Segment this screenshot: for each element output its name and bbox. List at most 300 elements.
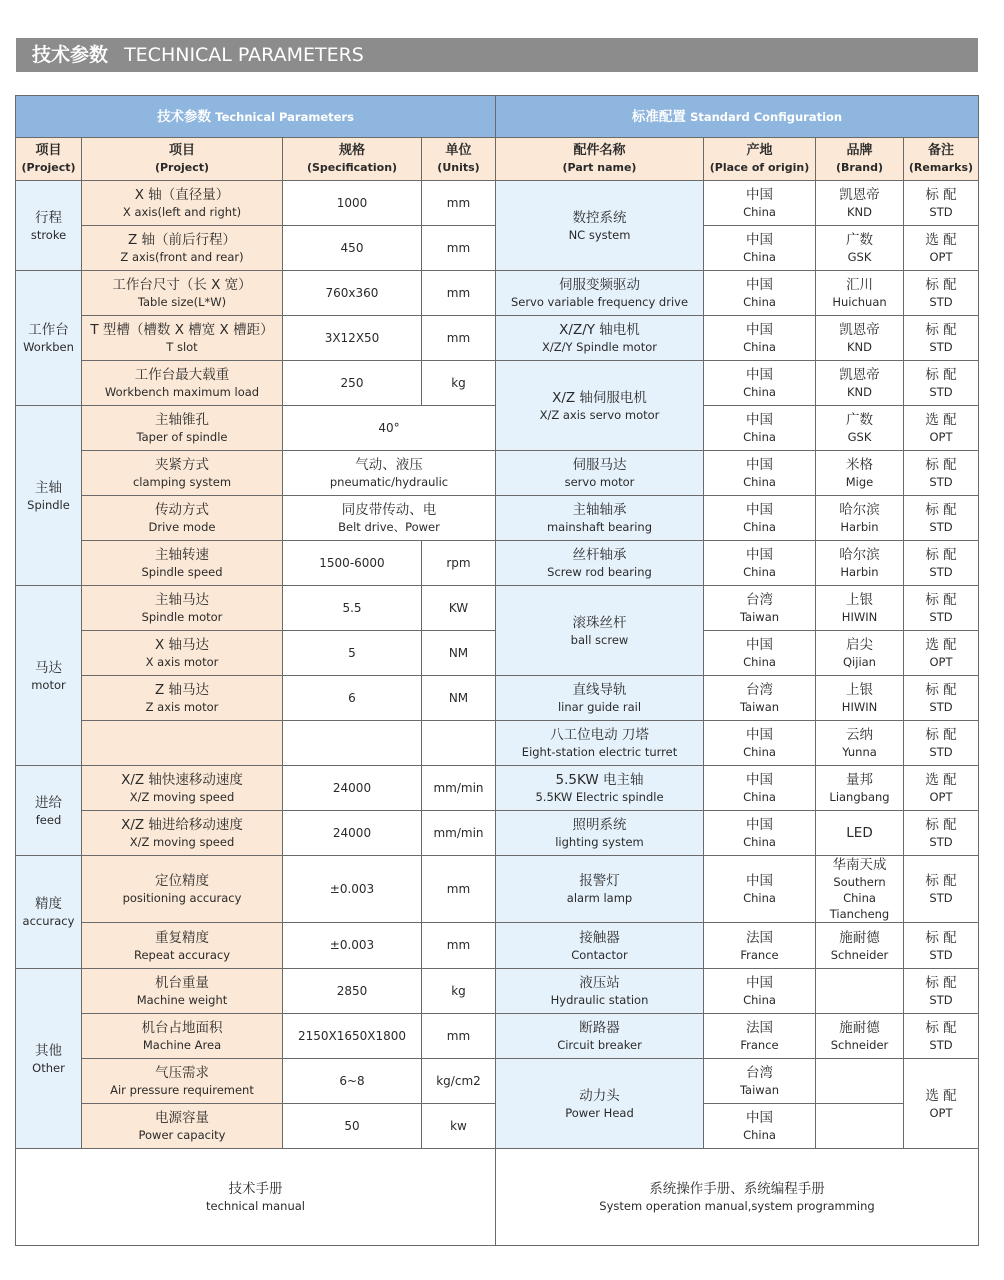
col-brand-cn: 品牌	[846, 143, 873, 158]
part-lighting-system	[496, 811, 704, 856]
col-project	[82, 138, 283, 181]
project-en: Machine Area	[142, 1038, 222, 1052]
origin-cell	[704, 1014, 816, 1059]
brand-cn: 施耐德	[839, 929, 880, 946]
unit-cell: KW	[422, 586, 496, 631]
origin-cn: 法国	[746, 1020, 773, 1036]
origin-cell	[704, 856, 816, 923]
col-origin-cn: 产地	[746, 143, 773, 158]
origin-en: China	[743, 205, 776, 219]
origin-cell	[704, 676, 816, 721]
brand-en: Southern China	[833, 875, 886, 905]
remark-en: STD	[929, 205, 953, 219]
project-cell	[82, 856, 283, 923]
origin-en: France	[740, 1038, 779, 1052]
spec-en: Belt drive、Power	[338, 520, 440, 534]
project-cell	[82, 496, 283, 541]
origin-en: China	[743, 891, 776, 905]
part-cn: 丝杆轴承	[572, 547, 627, 563]
origin-cell	[704, 496, 816, 541]
part-cn: 断路器	[579, 1020, 620, 1036]
project-en: positioning accuracy	[122, 891, 242, 905]
col-unit-cn: 单位	[445, 143, 472, 158]
remark-cn: 标 配	[925, 277, 957, 293]
unit-cell: mm	[422, 271, 496, 316]
spec-cell: 250	[283, 361, 422, 406]
part-cn: 数控系统	[572, 209, 627, 226]
origin-cell	[704, 226, 816, 271]
unit-cell: NM	[422, 631, 496, 676]
brand-cell-empty	[816, 1104, 904, 1149]
project-en: X/Z moving speed	[129, 790, 235, 804]
remark-cn: 选 配	[925, 412, 957, 428]
spec-cell: 450	[283, 226, 422, 271]
project-cell	[82, 923, 283, 969]
group-stroke	[16, 181, 82, 271]
group-cn: 主轴	[35, 479, 62, 496]
part-en: 5.5KW Electric spindle	[535, 790, 664, 804]
group-accuracy	[16, 856, 82, 969]
brand-en: Mige	[845, 475, 874, 489]
origin-cell	[704, 631, 816, 676]
part-cn: 主轴轴承	[572, 502, 627, 518]
remark-cn: 标 配	[925, 929, 957, 946]
spec-cell: 5.5	[283, 586, 422, 631]
origin-cn: 台湾	[746, 682, 773, 698]
project-cn: 传动方式	[155, 502, 209, 518]
group-en: Other	[32, 1060, 65, 1075]
remark-cell	[904, 406, 979, 451]
origin-cn: 中国	[746, 187, 773, 203]
brand-cell	[816, 271, 904, 316]
system-manual-en: System operation manual,system programming	[599, 1199, 875, 1213]
part-power-head	[496, 1059, 704, 1149]
origin-en: France	[740, 947, 779, 962]
table-header-row	[16, 96, 979, 138]
remark-cell	[904, 923, 979, 969]
remark-cell	[904, 271, 979, 316]
brand-cell	[816, 541, 904, 586]
unit-cell: mm	[422, 316, 496, 361]
project-en: X/Z moving speed	[129, 835, 235, 849]
part-en: mainshaft bearing	[546, 520, 652, 534]
project-cell	[82, 676, 283, 721]
part-cn: X/Z/Y 轴电机	[559, 322, 640, 338]
origin-en: China	[743, 520, 776, 534]
part-cn: 报警灯	[579, 873, 620, 889]
origin-cn: 台湾	[746, 592, 773, 608]
brand-cn: 施耐德	[839, 1020, 880, 1036]
brand-cn: 广数	[846, 232, 873, 248]
col-group-cn: 项目	[35, 143, 62, 158]
table-row	[16, 361, 979, 406]
part-cn: 直线导轨	[572, 682, 627, 698]
table-row	[16, 923, 979, 969]
unit-cell: kg/cm2	[422, 1059, 496, 1104]
group-motor	[16, 586, 82, 766]
part-en: alarm lamp	[566, 891, 633, 905]
remark-cn: 选 配	[925, 637, 957, 653]
part-servo-motor	[496, 451, 704, 496]
group-cn: 精度	[35, 896, 62, 912]
project-cell	[82, 451, 283, 496]
group-feed	[16, 766, 82, 856]
group-spindle	[16, 406, 82, 586]
col-spec-cn: 规格	[338, 143, 365, 158]
table-row	[16, 271, 979, 316]
unit-cell: kw	[422, 1104, 496, 1149]
part-cn: 八工位电动 刀塔	[550, 727, 649, 743]
spec-cell: 3X12X50	[283, 316, 422, 361]
col-origin-en: (Place of origin)	[709, 161, 810, 174]
col-spec	[283, 138, 422, 181]
unit-cell-empty	[422, 721, 496, 766]
project-cn: X/Z 轴快速移动速度	[121, 772, 243, 788]
part-guide-rail	[496, 676, 704, 721]
part-ball-screw	[496, 586, 704, 676]
project-cn: 电源容量	[155, 1110, 209, 1126]
remark-en: STD	[929, 385, 953, 399]
origin-cn: 中国	[746, 547, 773, 563]
remark-en: STD	[929, 700, 953, 714]
remark-cell	[904, 631, 979, 676]
origin-cn: 中国	[746, 817, 773, 833]
project-en: Z axis(front and rear)	[120, 250, 244, 264]
origin-cn: 中国	[746, 322, 773, 338]
unit-cell: mm/min	[422, 766, 496, 811]
brand-cn: 凯恩帝	[839, 187, 880, 203]
origin-cn: 中国	[746, 502, 773, 518]
remark-cell	[904, 766, 979, 811]
origin-cn: 中国	[746, 637, 773, 653]
project-cn: T 型槽（槽数 X 槽宽 X 槽距）	[90, 322, 274, 338]
part-en: Hydraulic station	[550, 993, 649, 1007]
group-other	[16, 969, 82, 1149]
part-en: Servo variable frequency drive	[510, 295, 689, 309]
parameters-table	[15, 95, 979, 1246]
remark-en: OPT	[929, 790, 953, 804]
group-workbench	[16, 271, 82, 406]
origin-cell	[704, 451, 816, 496]
part-cn: 照明系统	[572, 817, 627, 833]
spec-en: pneumatic/hydraulic	[329, 475, 449, 489]
project-cell	[82, 586, 283, 631]
spec-cell: 2150X1650X1800	[283, 1014, 422, 1059]
project-cell	[82, 406, 283, 451]
remark-cell	[904, 451, 979, 496]
origin-cn: 中国	[746, 727, 773, 743]
part-cn: 伺服马达	[572, 457, 627, 473]
brand-en: Harbin	[840, 565, 879, 579]
part-turret	[496, 721, 704, 766]
part-en: Circuit breaker	[557, 1038, 642, 1052]
brand-cn: 哈尔滨	[839, 502, 880, 518]
remark-cn: 标 配	[925, 873, 957, 889]
group-cn: 其他	[35, 1042, 62, 1059]
part-en: Contactor	[571, 947, 628, 962]
table-row	[16, 586, 979, 631]
project-en: Repeat accuracy	[133, 947, 231, 962]
spec-cn: 气动、液压	[355, 457, 423, 473]
spec-cell: 1500-6000	[283, 541, 422, 586]
remark-cn: 标 配	[925, 187, 957, 203]
std-header-cn: 标准配置	[631, 108, 686, 125]
remark-cn: 标 配	[925, 682, 957, 698]
remark-cn: 标 配	[925, 322, 957, 338]
brand-cell	[816, 451, 904, 496]
remark-en: STD	[929, 947, 953, 962]
origin-cn: 台湾	[746, 1065, 773, 1081]
table-row	[16, 316, 979, 361]
spec-cell: 50	[283, 1104, 422, 1149]
part-cn: 动力头	[579, 1087, 620, 1104]
remark-cell	[904, 1014, 979, 1059]
spec-cell: 6	[283, 676, 422, 721]
group-en: Workben	[23, 340, 74, 354]
project-cn: Z 轴（前后行程）	[127, 232, 237, 248]
table-row	[16, 496, 979, 541]
banner-title-en: TECHNICAL PARAMETERS	[124, 44, 364, 66]
remark-en: STD	[929, 565, 953, 579]
project-cn: 主轴马达	[155, 592, 209, 608]
table-row	[16, 541, 979, 586]
project-en: clamping system	[132, 475, 232, 489]
remark-cn: 选 配	[925, 1087, 957, 1104]
remark-en: OPT	[929, 250, 953, 264]
project-cell	[82, 181, 283, 226]
project-en: Machine weight	[136, 993, 228, 1007]
origin-en: China	[743, 790, 776, 804]
remark-cell	[904, 969, 979, 1014]
project-en: Air pressure requirement	[110, 1083, 254, 1097]
brand-cell-empty	[816, 969, 904, 1014]
project-cn: 主轴锥孔	[155, 412, 209, 428]
remark-en: OPT	[929, 1105, 953, 1120]
project-en: Z axis motor	[145, 700, 219, 714]
group-en: accuracy	[22, 914, 75, 928]
project-cn: 工作台最大载重	[134, 367, 230, 383]
project-cell	[82, 631, 283, 676]
std-config-header	[496, 96, 979, 138]
origin-cell	[704, 586, 816, 631]
part-cn: 液压站	[579, 975, 620, 991]
origin-cn: 中国	[746, 412, 773, 428]
project-cell	[82, 1059, 283, 1104]
col-remark-cn: 备注	[927, 143, 954, 158]
brand-en: LED	[846, 825, 873, 841]
project-cell	[82, 969, 283, 1014]
remark-en: STD	[929, 891, 953, 905]
part-cn: X/Z 轴伺服电机	[552, 389, 647, 406]
origin-cell	[704, 1059, 816, 1104]
col-unit	[422, 138, 496, 181]
spec-cell	[283, 496, 496, 541]
unit-cell: mm	[422, 226, 496, 271]
unit-cell: mm	[422, 856, 496, 923]
origin-cn: 中国	[746, 1110, 773, 1126]
brand-cn: 量邦	[846, 772, 873, 788]
part-cn: 接触器	[579, 929, 620, 946]
remark-en: OPT	[929, 430, 953, 444]
brand-cn: 上银	[846, 592, 873, 608]
remark-cell	[904, 721, 979, 766]
tech-params-header	[16, 96, 496, 138]
project-cn: 夹紧方式	[155, 457, 209, 473]
col-part-en: (Part name)	[562, 161, 637, 174]
remark-cn: 标 配	[925, 457, 957, 473]
spec-cell: 1000	[283, 181, 422, 226]
remark-cn: 选 配	[925, 772, 957, 788]
part-en: linar guide rail	[557, 700, 642, 714]
spec-cell: 5	[283, 631, 422, 676]
project-cn: 机台重量	[155, 975, 209, 991]
brand-en: KND	[847, 205, 872, 219]
col-project-en: (Project)	[154, 161, 210, 174]
remark-cell	[904, 856, 979, 923]
remark-cell	[904, 226, 979, 271]
project-en: X axis(left and right)	[122, 205, 242, 219]
remark-en: STD	[929, 340, 953, 354]
origin-en: China	[743, 430, 776, 444]
project-en: Workbench maximum load	[104, 385, 260, 399]
brand-cn: 凯恩帝	[839, 322, 880, 338]
brand-cn: 上银	[846, 682, 873, 698]
col-part	[496, 138, 704, 181]
tech-header-cn: 技术参数	[157, 108, 212, 125]
part-nc-system	[496, 181, 704, 271]
brand-en: Schneider	[830, 1038, 889, 1052]
origin-cell	[704, 316, 816, 361]
brand-cell	[816, 316, 904, 361]
origin-en: China	[743, 1128, 776, 1142]
brand-en-2: Tiancheng	[829, 907, 890, 921]
col-brand-en: (Brand)	[836, 161, 883, 174]
part-en: Screw rod bearing	[547, 565, 652, 579]
spec-cell: 40°	[283, 406, 496, 451]
brand-en: Yunna	[842, 745, 877, 759]
part-mainshaft-bearing	[496, 496, 704, 541]
remark-cell	[904, 811, 979, 856]
col-spec-en: (Specification)	[306, 161, 398, 174]
origin-en: China	[743, 385, 776, 399]
remark-en: STD	[929, 993, 953, 1007]
col-origin	[704, 138, 816, 181]
col-brand	[816, 138, 904, 181]
origin-cell	[704, 406, 816, 451]
brand-cn: 汇川	[846, 277, 873, 293]
spec-cell: ±0.003	[283, 856, 422, 923]
brand-cell	[816, 766, 904, 811]
brand-cell	[816, 406, 904, 451]
part-cn: 滚珠丝杆	[572, 614, 627, 631]
part-cn: 伺服变频驱动	[559, 277, 640, 293]
table-row	[16, 969, 979, 1014]
group-en: stroke	[30, 227, 67, 242]
brand-cell	[816, 1014, 904, 1059]
origin-cn: 中国	[746, 873, 773, 889]
brand-cell	[816, 496, 904, 541]
project-cell	[82, 1014, 283, 1059]
origin-en: China	[743, 475, 776, 489]
remark-cn: 选 配	[925, 232, 957, 248]
remark-cell	[904, 541, 979, 586]
project-en: Power capacity	[138, 1128, 226, 1142]
remark-cell	[904, 181, 979, 226]
project-cell	[82, 226, 283, 271]
brand-cell-empty	[816, 1059, 904, 1104]
remark-en: STD	[929, 295, 953, 309]
group-cn: 马达	[35, 659, 62, 676]
remark-cell	[904, 316, 979, 361]
column-header-row	[16, 138, 979, 181]
remark-cell	[904, 586, 979, 631]
table-row	[16, 451, 979, 496]
part-en: ball screw	[570, 632, 629, 647]
part-circuit-breaker	[496, 1014, 704, 1059]
project-en: Spindle speed	[141, 565, 223, 579]
origin-cell	[704, 541, 816, 586]
project-en: X axis motor	[145, 655, 219, 669]
group-en: Spindle	[27, 497, 70, 512]
unit-cell: kg	[422, 969, 496, 1014]
part-xz-servo-motor	[496, 361, 704, 451]
origin-cn: 中国	[746, 277, 773, 293]
col-part-cn: 配件名称	[573, 143, 626, 158]
part-en: Power Head	[565, 1105, 634, 1120]
project-cn: 重复精度	[155, 929, 209, 946]
remark-cn: 标 配	[925, 367, 957, 383]
part-en: X/Z axis servo motor	[539, 407, 660, 422]
remark-cell	[904, 676, 979, 721]
brand-cell	[816, 226, 904, 271]
project-cn: 主轴转速	[155, 547, 209, 563]
project-cn: 定位精度	[155, 873, 209, 889]
brand-cn: 米格	[846, 457, 873, 473]
unit-cell: mm	[422, 181, 496, 226]
technical-manual-cell	[16, 1149, 496, 1246]
table-row	[16, 856, 979, 923]
origin-en: China	[743, 250, 776, 264]
remark-cell	[904, 1059, 979, 1149]
part-en: servo motor	[564, 475, 635, 489]
origin-cell	[704, 721, 816, 766]
brand-cn: 广数	[846, 412, 873, 428]
project-en: Table size(L*W)	[137, 295, 227, 309]
remark-en: STD	[929, 520, 953, 534]
project-cell-empty	[82, 721, 283, 766]
table-row	[16, 1014, 979, 1059]
brand-en: Schneider	[830, 947, 889, 962]
std-header-en: Standard Configuration	[690, 109, 843, 124]
brand-cell	[816, 923, 904, 969]
brand-cell	[816, 811, 904, 856]
part-hydraulic-station	[496, 969, 704, 1014]
brand-en: HIWIN	[841, 610, 878, 624]
remark-cn: 标 配	[925, 502, 957, 518]
remark-en: STD	[929, 745, 953, 759]
origin-cell	[704, 271, 816, 316]
brand-cn: 启尖	[846, 637, 873, 653]
remark-cn: 标 配	[925, 1020, 957, 1036]
part-cn: 5.5KW 电主轴	[555, 772, 644, 788]
brand-en: GSK	[847, 430, 872, 444]
origin-en: China	[743, 745, 776, 759]
table-row	[16, 811, 979, 856]
remark-cell	[904, 361, 979, 406]
project-cell	[82, 316, 283, 361]
table-row	[16, 766, 979, 811]
remark-en: OPT	[929, 655, 953, 669]
